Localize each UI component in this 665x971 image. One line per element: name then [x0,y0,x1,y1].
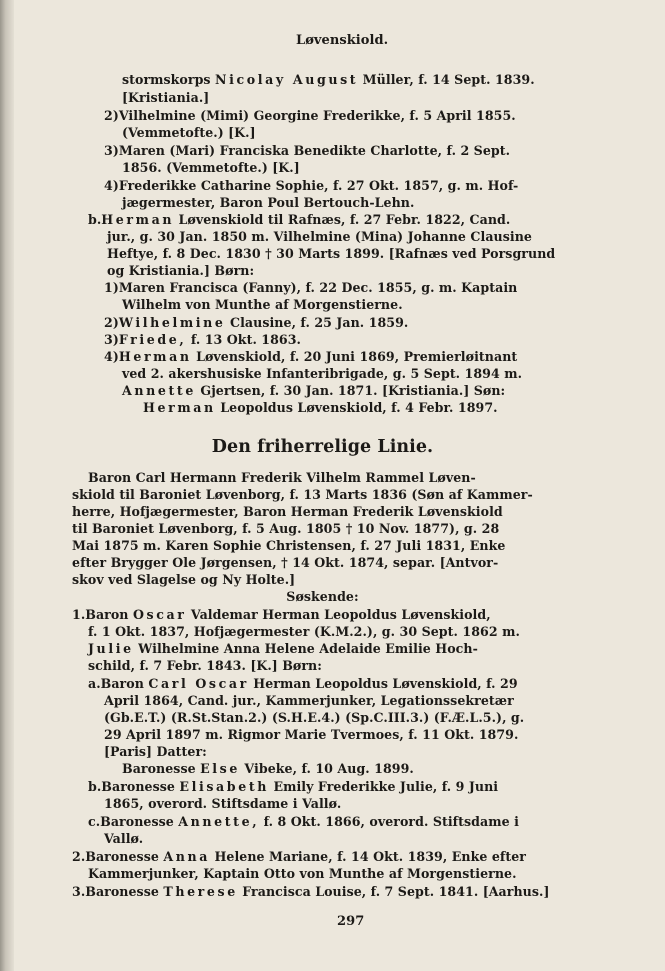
text-line: efter Brygger Ole Jørgensen, † 14 Okt. 1874, separ. [Antvor- [72,555,499,570]
text-line: skiold til Baroniet Løvenborg, f. 13 Marts 1836 (Søn af Kammer- [72,487,533,502]
list-item: b.Herman Løvenskiold til Rafnæs, f. 27 Febr. 1822, Cand. [88,212,511,227]
list-item: 4)Herman Løvenskiold, f. 20 Juni 1869, Premierløitnant [104,349,518,364]
text-line: 1856. (Vemmetofte.) [K.] [122,160,300,175]
list-item: a.Baron Carl Oscar Herman Leopoldus Løvenskiold, f. 29 [88,676,518,691]
text-line: Annette Gjertsen, f. 30 Jan. 1871. [Kristiania.] Søn: [122,383,506,398]
running-title: Løvenskiold. [296,33,389,48]
list-item: 2.Baronesse Anna Helene Mariane, f. 14 Okt. 1839, Enke efter [72,849,526,864]
text-line: til Baroniet Løvenborg, f. 5 Aug. 1805 † 10 Nov. 1877), g. 28 [72,521,500,536]
text-line: [Paris] Datter: [104,744,207,759]
text-line: (Gb.E.T.) (R.St.Stan.2.) (S.H.E.4.) (Sp.C.III.3.) (F.Æ.L.5.), g. [104,710,525,725]
text-line: April 1864, Cand. jur., Kammerjunker, Legationssekretær [104,693,514,708]
text-line: Julie Wilhelmine Anna Helene Adelaide Emilie Hoch- [88,641,478,656]
text-line: Baron Carl Hermann Frederik Vilhelm Rammel Løven- [88,470,476,485]
text-line: Vallø. [104,831,144,846]
text-line: Heftye, f. 8 Dec. 1830 † 30 Marts 1899. [Rafnæs ved Porsgrund [107,246,556,261]
list-item: 2)Vilhelmine (Mimi) Georgine Frederikke, f. 5 April 1855. [104,108,516,123]
page-number: 297 [337,914,365,929]
text-line: 1865, overord. Stiftsdame i Vallø. [104,796,342,811]
text-line: jur., g. 30 Jan. 1850 m. Vilhelmine (Mina) Johanne Clausine [107,229,532,244]
text-line: 29 April 1897 m. Rigmor Marie Tvermoes, f. 11 Okt. 1879. [104,727,519,742]
text-line: Kammerjunker, Kaptain Otto von Munthe af Morgenstierne. [88,866,517,881]
text-line: [Kristiania.] [122,90,210,105]
text-line: Mai 1875 m. Karen Sophie Christensen, f. 27 Juli 1831, Enke [72,538,506,553]
text-line: herre, Hofjægermester, Baron Herman Frederik Løvenskiold [72,504,503,519]
text-line: f. 1 Okt. 1837, Hofjægermester (K.M.2.), g. 30 Sept. 1862 m. [88,624,520,639]
list-item: b.Baronesse Elisabeth Emily Frederikke Julie, f. 9 Juni [88,779,499,794]
text-line: og Kristiania.] Børn: [107,263,255,278]
list-item: 4)Frederikke Catharine Sophie, f. 27 Okt. 1857, g. m. Hof- [104,178,519,193]
section-heading: Den friherrelige Linie. [211,437,434,457]
text-line: ved 2. akershusiske Infanteribrigade, g. 5 Sept. 1894 m. [122,366,523,381]
text-line: schild, f. 7 Febr. 1843. [K.] Børn: [88,658,322,673]
text-line: Wilhelm von Munthe af Morgenstierne. [122,297,403,312]
list-item: 3.Baronesse Therese Francisca Louise, f. 7 Sept. 1841. [Aarhus.] [72,884,550,899]
list-item: 1)Maren Francisca (Fanny), f. 22 Dec. 1855, g. m. Kaptain [104,280,518,295]
text-line: jægermester, Baron Poul Bertouch-Lehn. [122,195,415,210]
list-item: 3)Friede, f. 13 Okt. 1863. [104,332,301,347]
list-item: 1.Baron Oscar Valdemar Herman Leopoldus Løvenskiold, [72,607,491,622]
text-line: stormskorps Nicolay August Müller, f. 14 Sept. 1839. [122,72,535,87]
list-item: 3)Maren (Mari) Franciska Benedikte Charlotte, f. 2 Sept. [104,143,511,158]
text-line: (Vemmetofte.) [K.] [122,125,256,140]
subheading: Søskende: [286,589,359,604]
list-item: 2)Wilhelmine Clausine, f. 25 Jan. 1859. [104,315,409,330]
list-item: c.Baronesse Annette, f. 8 Okt. 1866, overord. Stiftsdame i [88,814,519,829]
text-line: Baronesse Else Vibeke, f. 10 Aug. 1899. [122,761,414,776]
text-line: skov ved Slagelse og Ny Holte.] [72,572,296,587]
text-line: Herman Leopoldus Løvenskiold, f. 4 Febr. 1897. [143,400,498,415]
